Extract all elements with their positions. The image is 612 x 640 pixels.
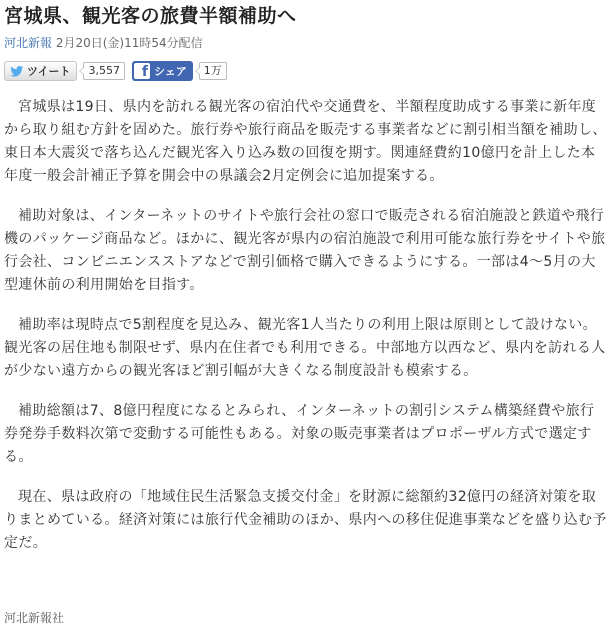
article-title: 宮城県、観光客の旅費半額補助へ bbox=[4, 5, 297, 27]
article-paragraph: 現在、県は政府の「地域住民生活緊急支援交付金」を財源に総額約32億円の経済対策を取りまとめている。経済対策には旅行代金補助のほか、県内への移住促進事業などを盛り込む予定だ。 bbox=[4, 489, 607, 551]
twitter-bird-icon bbox=[10, 66, 24, 77]
share-label: シェア bbox=[153, 65, 187, 78]
article-paragraph: 補助総額は7、8億円程度になるとみられ、インターネットの割引システム構築経費や旅行券発券手数料次第で変動する可能性もある。対象の販売事業者はプロポーザル方式で選定する。 bbox=[4, 403, 595, 465]
article-paragraph: 補助率は現時点で5割程度を見込み、観光客1人当たりの利用上限は原則として設けない。観光客の居住地も制限せず、県内在住者でも利用できる。中部地方以西など、県内を訪れる人が少ない遠方からの観光客ほど割引幅が大きくなる制度設計も模索する。 bbox=[4, 317, 606, 379]
tweet-label: ツイート bbox=[27, 65, 71, 78]
share-count: 1万 bbox=[199, 62, 227, 80]
source-link[interactable]: 河北新報 bbox=[4, 36, 53, 50]
tweet-count: 3,557 bbox=[83, 62, 125, 80]
article-paragraph: 補助対象は、インターネットのサイトや旅行会社の窓口で販売される宿泊施設と鉄道や飛行機のパッケージ商品など。ほかに、観光客が県内の宿泊施設で利用可能な旅行券をサイトや旅行会社、コンビニエンスストアなどで割引価格で購入できるようにする。一部は4～5月の大型連休前の利用開始を目指す。 bbox=[4, 208, 606, 293]
facebook-f-icon: f bbox=[134, 63, 150, 79]
tweet-button[interactable] bbox=[4, 61, 77, 81]
article-meta bbox=[4, 35, 203, 51]
facebook-share-button[interactable] bbox=[132, 61, 193, 81]
social-buttons bbox=[4, 61, 227, 81]
article-paragraph: 宮城県は19日、県内を訪れる観光客の宿泊代や交通費を、半額程度助成する事業に新年度から取り組む方針を固めた。旅行券や旅行商品を販売する事業者などに割引相当額を補助し、東日本大震災で落ち込んだ観光客入り込み数の回復を期す。関連経費約10億円を計上した本年度一般会計補正予算を開会中の県議会2月定例会に追加提案する。 bbox=[4, 99, 607, 184]
footer-source: 河北新報社 bbox=[4, 611, 65, 625]
publish-date: 2月20日(金)11時54分配信 bbox=[55, 36, 203, 50]
article-body bbox=[4, 96, 607, 572]
